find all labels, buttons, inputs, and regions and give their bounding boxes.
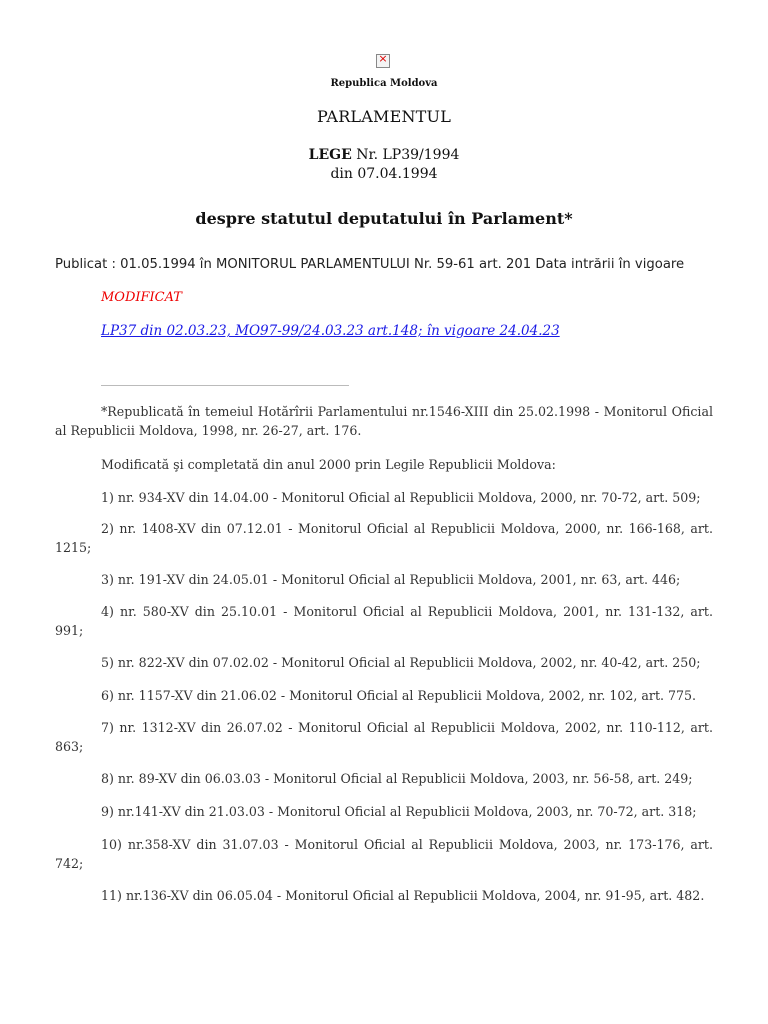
act-heading [0, 147, 768, 163]
amendment-link[interactable]: LP37 din 02.03.23, MO97-99/24.03.23 art.148; în vigoare 24.04.23 [101, 323, 560, 339]
amendment-item: 3) nr. 191-XV din 24.05.01 - Monitorul Oficial al Republicii Moldova, 2001, nr. 63, art. 446; [101, 572, 681, 587]
amendment-item: 11) nr.136-XV din 06.05.04 - Monitorul Oficial al Republicii Moldova, 2004, nr. 91-95, art. 482. [101, 888, 705, 903]
act-title: despre statutul deputatului în Parlament* [195, 209, 573, 228]
amendment-item: 1) nr. 934-XV din 14.04.00 - Monitorul Oficial al Republicii Moldova, 2000, nr. 70-72, art. 509; [101, 490, 701, 505]
country-name: Republica Moldova [330, 78, 438, 89]
amendment-item: 7) nr. 1312-XV din 26.07.02 - Monitorul Oficial al Republicii Moldova, 2002, nr. 110-112, art. 863; [55, 720, 713, 754]
amendment-item: 8) nr. 89-XV din 06.03.03 - Monitorul Oficial al Republicii Moldova, 2003, nr. 56-58, art. 249; [101, 771, 693, 786]
amendment-item: 2) nr. 1408-XV din 07.12.01 - Monitorul Oficial al Republicii Moldova, 2000, nr. 166-168, art. 1215; [55, 521, 713, 555]
amendment-item: 5) nr. 822-XV din 07.02.02 - Monitorul Oficial al Republicii Moldova, 2002, nr. 40-42, art. 250; [101, 655, 701, 670]
amendment-item: 4) nr. 580-XV din 25.10.01 - Monitorul Oficial al Republicii Moldova, 2001, nr. 131-132, art. 991; [55, 604, 713, 638]
amendment-item: 6) nr. 1157-XV din 21.06.02 - Monitorul Oficial al Republicii Moldova, 2002, nr. 102, art. 775. [101, 688, 697, 703]
act-number: Nr. LP39/1994 [351, 147, 460, 163]
publication-info: Publicat : 01.05.1994 în MONITORUL PARLAMENTULUI Nr. 59-61 art. 201 Data intrării în vigoare [55, 257, 685, 272]
broken-image-icon: × [376, 54, 390, 68]
republication-note: *Republicată în temeiul Hotărîrii Parlamentului nr.1546-XIII din 25.02.1998 - Monitorul Oficial al Republicii Moldova, 1998, nr. 26-27, art. 176. [55, 404, 713, 438]
act-type: LEGE [308, 147, 352, 163]
modificat-label: MODIFICAT [101, 290, 182, 305]
amendment-item: 10) nr.358-XV din 31.07.03 - Monitorul Oficial al Republicii Moldova, 2003, nr. 173-176, art. 742; [55, 837, 713, 871]
separator-rule [101, 385, 349, 386]
act-date: din 07.04.1994 [330, 166, 438, 182]
institution-name: PARLAMENTUL [316, 107, 452, 126]
amendment-item: 9) nr.141-XV din 21.03.03 - Monitorul Oficial al Republicii Moldova, 2003, nr. 70-72, art. 318; [101, 804, 697, 819]
amendments-intro: Modificată şi completată din anul 2000 prin Legile Republicii Moldova: [101, 457, 556, 472]
